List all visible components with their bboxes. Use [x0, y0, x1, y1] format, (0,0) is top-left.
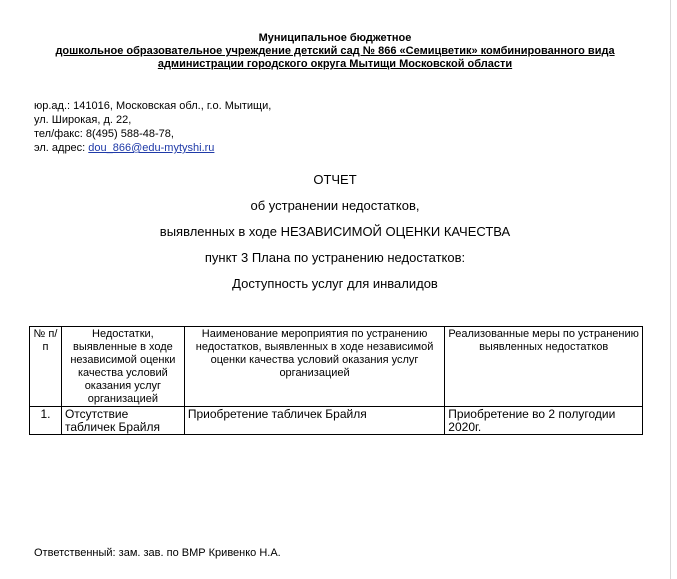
- cell-done: Приобретение во 2 полугодии 2020г.: [445, 407, 643, 435]
- responsible-person: Ответственный: зам. зав. по ВМР Кривенко Н.А.: [34, 547, 281, 559]
- column-header-deficiency: Недостатки, выявленные в ходе независимой оценки качества условий оказания услуг организацией: [61, 327, 184, 407]
- table-row: [30, 407, 643, 435]
- title-line-4: пункт 3 Плана по устранению недостатков:: [204, 250, 466, 265]
- title-line-3: выявленных в ходе НЕЗАВИСИМОЙ ОЦЕНКИ КАЧЕСТВА: [159, 224, 511, 239]
- table-header-row: [30, 327, 643, 407]
- email-line: [34, 141, 271, 155]
- email-label: эл. адрес:: [34, 142, 89, 154]
- column-header-number: № п/п: [30, 327, 62, 407]
- email-link[interactable]: dou_866@edu-mytyshi.ru: [88, 142, 215, 154]
- title-line-1: ОТЧЕТ: [313, 172, 357, 187]
- column-header-measure: Наименование мероприятия по устранению недостатков, выявленных в ходе независимой оценки качества условий оказания услуг организацией: [184, 327, 444, 407]
- header-line-2: дошкольное образовательное учреждение детский сад № 866 «Семицветик» комбинированного вида: [55, 45, 615, 57]
- report-title: [0, 172, 670, 302]
- title-line-2: об устранении недостатков,: [250, 198, 420, 213]
- phone-line: тел/факс: 8(495) 588-48-78,: [34, 128, 174, 140]
- cell-number: 1.: [30, 407, 62, 435]
- column-header-done: Реализованные меры по устранению выявленных недостатков: [445, 327, 643, 407]
- contact-block: [34, 99, 271, 155]
- organization-header: [0, 32, 670, 71]
- cell-measure: Приобретение табличек Брайля: [184, 407, 444, 435]
- address-line-2: ул. Широкая, д. 22,: [34, 114, 132, 126]
- header-line-1: Муниципальное бюджетное: [258, 32, 412, 44]
- cell-deficiency: Отсутствие табличек Брайля: [61, 407, 184, 435]
- address-line-1: юр.ад.: 141016, Московская обл., г.о. Мытищи,: [34, 100, 272, 112]
- title-line-5: Доступность услуг для инвалидов: [232, 276, 438, 291]
- header-line-3: администрации городского округа Мытищи Московской области: [157, 58, 513, 70]
- report-table: [29, 326, 643, 435]
